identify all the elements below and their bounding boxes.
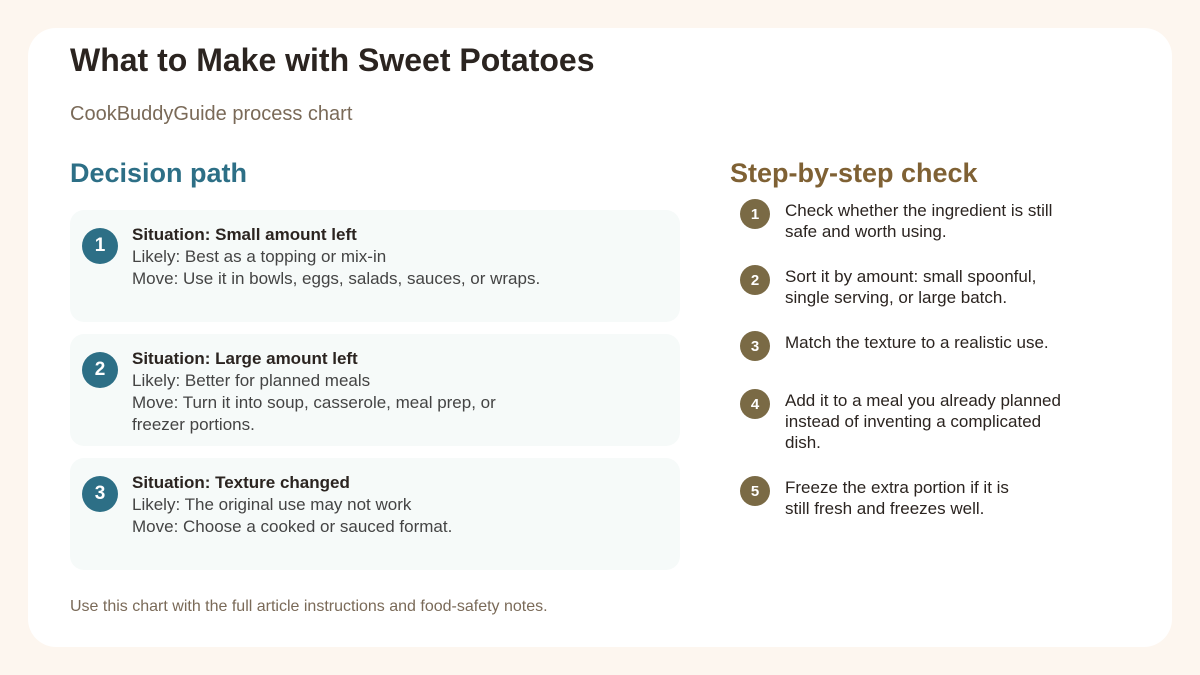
page-title: What to Make with Sweet Potatoes [70, 42, 595, 78]
decision-text [132, 348, 532, 436]
decision-card-1 [70, 210, 680, 322]
page-subtitle: CookBuddyGuide process chart [70, 103, 353, 125]
step-number-badge: 3 [740, 331, 770, 361]
decision-text [132, 472, 572, 538]
step-number-badge: 4 [740, 389, 770, 419]
decision-card-2 [70, 334, 680, 446]
decision-move: Move: Use it in bowls, eggs, salads, sauces, or wraps. [132, 269, 541, 288]
step-number-badge: 2 [740, 265, 770, 295]
decision-text [132, 224, 572, 290]
decision-path-heading: Decision path [70, 158, 248, 188]
decision-number-badge: 2 [82, 352, 118, 388]
step-text: Freeze the extra portion if it is still fresh and freezes well. [785, 478, 1009, 518]
decision-situation: Situation: Texture changed [132, 473, 350, 492]
step-text: Match the texture to a realistic use. [785, 333, 1049, 352]
decision-likely: Likely: Best as a topping or mix-in [132, 247, 387, 266]
decision-move: Move: Turn it into soup, casserole, meal prep, or freezer portions. [132, 393, 496, 434]
decision-situation: Situation: Small amount left [132, 225, 357, 244]
step-text: Sort it by amount: small spoonful, single serving, or large batch. [785, 267, 1037, 307]
decision-number-badge: 3 [82, 476, 118, 512]
decision-move: Move: Choose a cooked or sauced format. [132, 517, 453, 536]
step-check-heading: Step-by-step check [730, 158, 978, 188]
decision-likely: Likely: Better for planned meals [132, 371, 371, 390]
step-text: Add it to a meal you already planned instead of inventing a complicated dish. [785, 391, 1061, 452]
decision-situation: Situation: Large amount left [132, 349, 358, 368]
step-number-badge: 5 [740, 476, 770, 506]
step-text: Check whether the ingredient is still safe and worth using. [785, 201, 1053, 241]
footer-note: Use this chart with the full article instructions and food-safety notes. [70, 598, 548, 615]
step-number-badge: 1 [740, 199, 770, 229]
decision-likely: Likely: The original use may not work [132, 495, 412, 514]
decision-card-3 [70, 458, 680, 570]
decision-number-badge: 1 [82, 228, 118, 264]
